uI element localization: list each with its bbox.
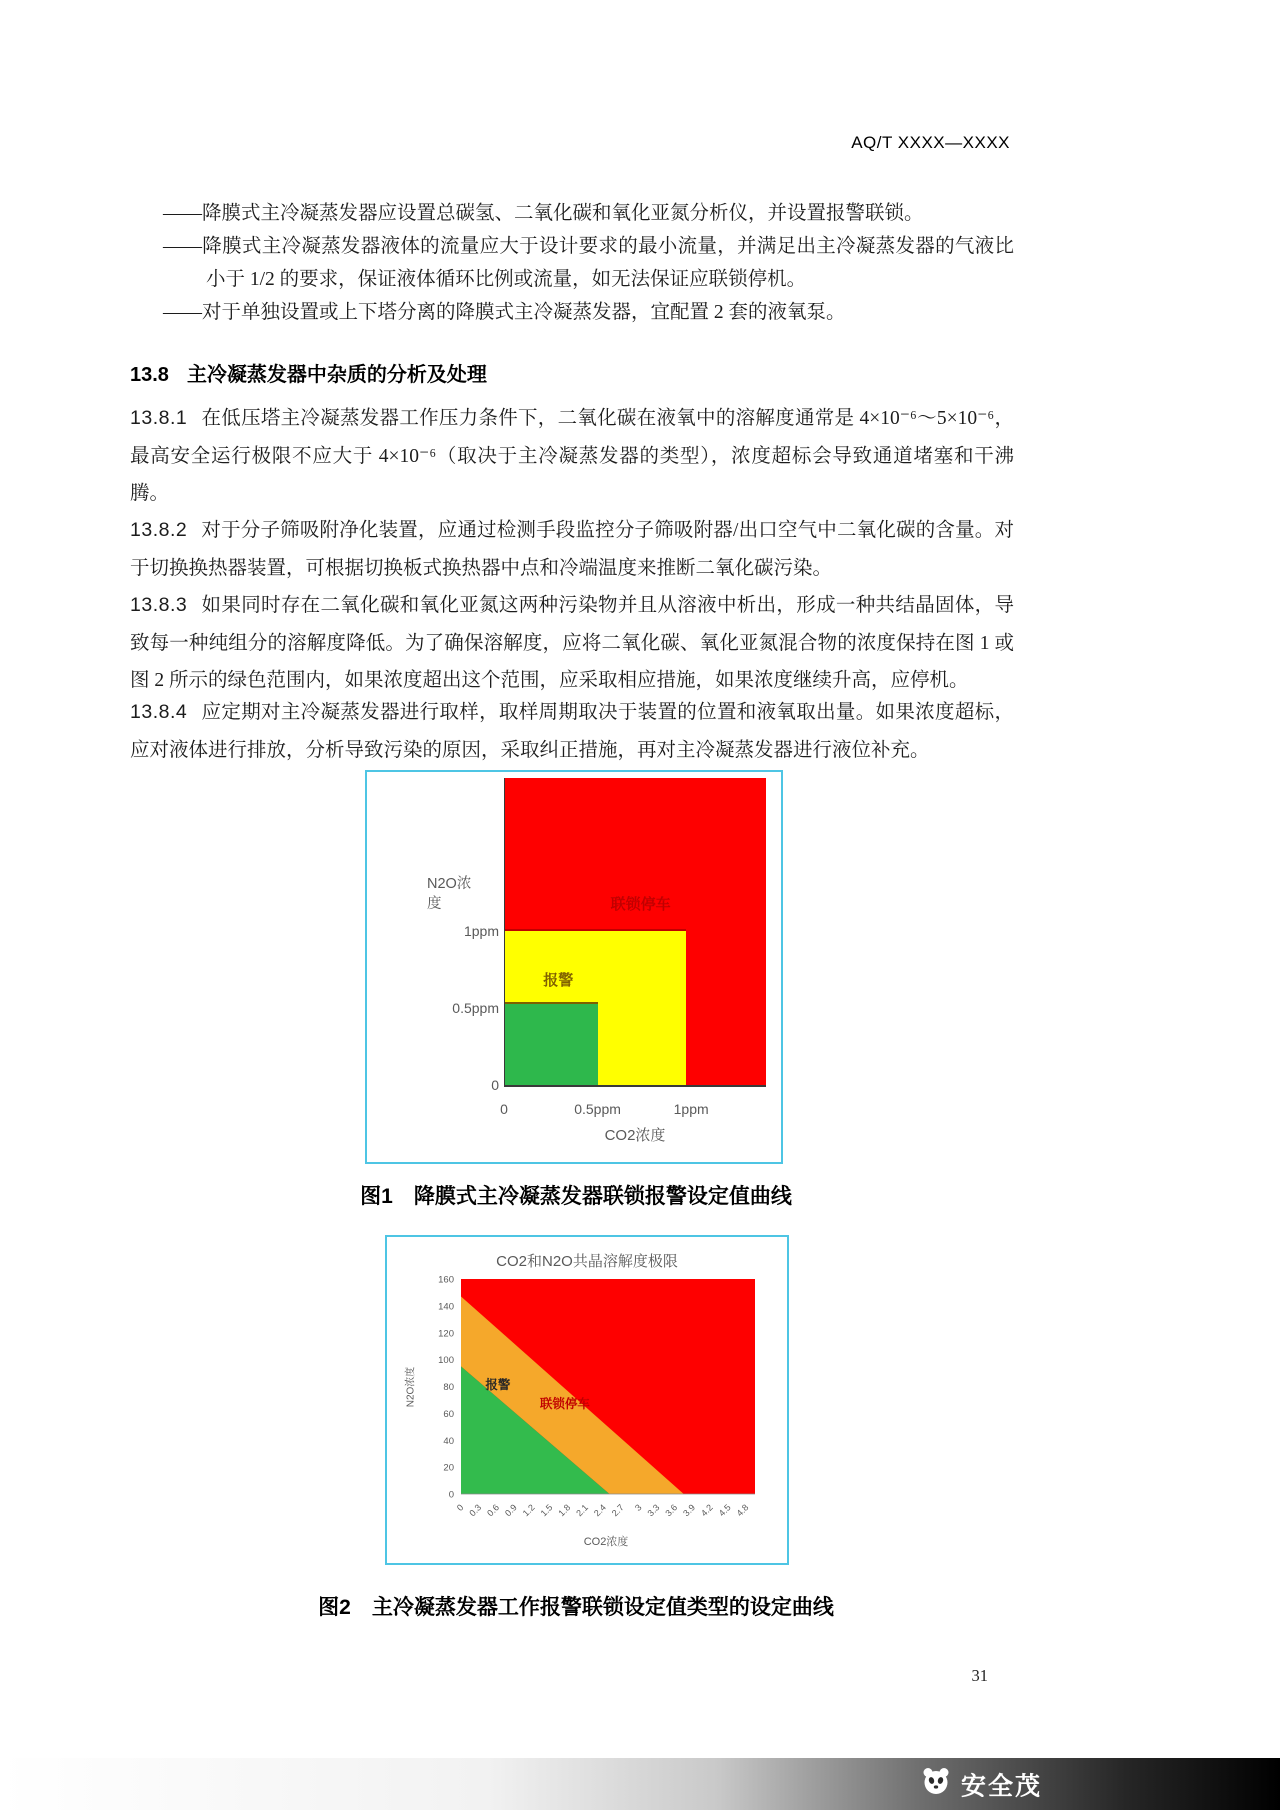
- figure2-caption: 图2 主冷凝蒸发器工作报警联锁设定值类型的设定曲线: [318, 1596, 834, 1619]
- figure2-chart: [385, 1235, 789, 1565]
- fig1-x-tick-label: 1ppm: [673, 1101, 709, 1117]
- fig1-region-label: 联锁停车: [610, 895, 671, 913]
- fig2-region-label: 报警: [485, 1378, 511, 1393]
- bullet-item: ——对于单独设置或上下塔分离的降膜式主冷凝蒸发器，宜配置 2 套的液氧泵。: [163, 302, 846, 323]
- fig2-y-tick-label: 0: [448, 1489, 454, 1501]
- paragraph-number: 13.8.3: [130, 594, 188, 616]
- fig2-x-tick-label: 1.8: [556, 1502, 573, 1519]
- fig1-x-axis-title: CO2浓度: [604, 1127, 666, 1144]
- fig1-region-label: 报警: [543, 971, 574, 989]
- paragraph-number: 13.8.1: [130, 407, 188, 429]
- fig1-boundary-line-alarm: [504, 929, 686, 931]
- fig2-x-tick-label: 1.2: [520, 1502, 537, 1519]
- fig1-x-tick-label: 0.5ppm: [574, 1101, 621, 1117]
- figure1-chart: [365, 770, 783, 1164]
- fig2-x-tick-label: 3.9: [681, 1502, 698, 1519]
- fig2-y-tick-label: 20: [443, 1462, 454, 1474]
- paragraph-text: 对于分子筛吸附净化装置，应通过检测手段监控分子筛吸附器/出口空气中二氧化碳的含量。对于切换换热器装置，可根据切换板式换热器中点和冷端温度来推断二氧化碳污染。: [130, 520, 1014, 579]
- fig1-y-axis-line: [504, 778, 505, 1087]
- fig2-x-tick-label: 3.3: [645, 1502, 662, 1519]
- page-number: 31: [971, 1666, 988, 1685]
- fig2-y-tick-label: 140: [438, 1301, 454, 1313]
- fig2-y-tick-label: 60: [443, 1408, 454, 1420]
- fig2-region-label: 联锁停车: [539, 1397, 590, 1411]
- footer-watermark-bar: [0, 1758, 1280, 1810]
- fig2-x-tick-label: 0.3: [467, 1502, 484, 1519]
- bullet-item: ——降膜式主冷凝蒸发器液体的流量应大于设计要求的最小流量，并满足出主冷凝蒸发器的气液比小于 1/2 的要求，保证液体循环比例或流量，如无法保证应联锁停机。: [163, 236, 1014, 290]
- fig2-x-tick-label: 3: [632, 1502, 644, 1513]
- fig2-y-tick-label: 40: [443, 1435, 454, 1447]
- document-header-code: AQ/T XXXX—XXXX: [851, 133, 1010, 152]
- fig2-x-tick-label: 2.7: [609, 1502, 626, 1519]
- fig1-x-axis-line: [504, 1085, 766, 1087]
- fig1-y-tick-label: 0: [491, 1077, 499, 1093]
- section-number: 13.8: [130, 364, 169, 386]
- fig2-x-tick-label: 1.5: [538, 1502, 555, 1519]
- fig2-y-tick-label: 160: [438, 1274, 454, 1286]
- fig1-y-axis-title: N2O浓度: [427, 876, 472, 912]
- paragraph: [130, 400, 1014, 513]
- watermark-text: 安全茂: [960, 1772, 1042, 1800]
- fig2-x-tick-label: 0.6: [485, 1502, 502, 1519]
- fig1-plot-area: [504, 778, 766, 1087]
- paragraph: [130, 512, 1014, 587]
- section-heading: [130, 358, 487, 387]
- paragraph-text: 在低压塔主冷凝蒸发器工作压力条件下，二氧化碳在液氧中的溶解度通常是 4×10⁻⁶～5×10⁻⁶，最高安全运行极限不应大于 4×10⁻⁶（取决于主冷凝蒸发器的类型），浓度超标会导致通道堵塞和干沸腾。: [130, 408, 1014, 504]
- figure1-caption: 图1 降膜式主冷凝蒸发器联锁报警设定值曲线: [360, 1185, 792, 1208]
- fig2-x-tick-label: 4.8: [734, 1502, 751, 1519]
- fig2-x-tick-label: 4.5: [716, 1502, 733, 1519]
- fig2-x-axis-title: CO2浓度: [583, 1536, 629, 1548]
- fig2-y-tick-label: 80: [443, 1382, 454, 1393]
- fig2-y-axis-title: N2O浓度: [405, 1366, 417, 1408]
- fig1-region-normal: [504, 1002, 598, 1087]
- paragraph: [130, 694, 1014, 769]
- fig2-x-tick-label: 4.2: [698, 1502, 715, 1519]
- section-title: 主冷凝蒸发器中杂质的分析及处理: [186, 364, 487, 386]
- bullet-list: [130, 197, 1014, 329]
- paragraph-number: 13.8.4: [130, 701, 188, 723]
- fig2-x-tick-label: 2.4: [592, 1502, 608, 1519]
- paragraph-text: 应定期对主冷凝蒸发器进行取样，取样周期取决于装置的位置和液氧取出量。如果浓度超标，应对液体进行排放，分析导致污染的原因，采取纠正措施，再对主冷凝蒸发器进行液位补充。: [130, 702, 1014, 761]
- fig2-plot-area: [387, 1237, 783, 1559]
- fig2-x-tick-label: 0: [454, 1502, 466, 1513]
- fig2-chart-title: CO2和N2O共晶溶解度极限: [496, 1253, 678, 1270]
- paragraph-text: 如果同时存在二氧化碳和氧化亚氮这两种污染物并且从溶液中析出，形成一种共结晶固体，导致每一种纯组分的溶解度降低。为了确保溶解度，应将二氧化碳、氧化亚氮混合物的浓度保持在图 1 或图 2 所示的绿色范围内，如果浓度超出这个范围，应采取相应措施，如果浓度继续升高，应停机。: [130, 595, 1014, 691]
- bullet-item: ——降膜式主冷凝蒸发器应设置总碳氢、二氧化碳和氧化亚氮分析仪，并设置报警联锁。: [163, 203, 924, 224]
- fig1-boundary-line-normal: [504, 1002, 598, 1004]
- fig2-x-tick-label: 0.9: [502, 1502, 519, 1519]
- panda-logo-icon: [918, 1766, 954, 1803]
- fig1-y-tick-label: 0.5ppm: [452, 999, 499, 1016]
- fig1-y-tick-label: 1ppm: [463, 922, 499, 939]
- fig1-x-tick-label: 0: [500, 1101, 508, 1117]
- fig2-x-tick-label: 2.1: [574, 1502, 591, 1519]
- fig2-x-tick-label: 3.6: [663, 1502, 680, 1519]
- fig2-y-tick-label: 120: [438, 1328, 454, 1340]
- watermark: [918, 1766, 1042, 1803]
- fig2-y-tick-label: 100: [438, 1355, 454, 1367]
- paragraph-number: 13.8.2: [130, 519, 188, 541]
- paragraph: [130, 587, 1014, 700]
